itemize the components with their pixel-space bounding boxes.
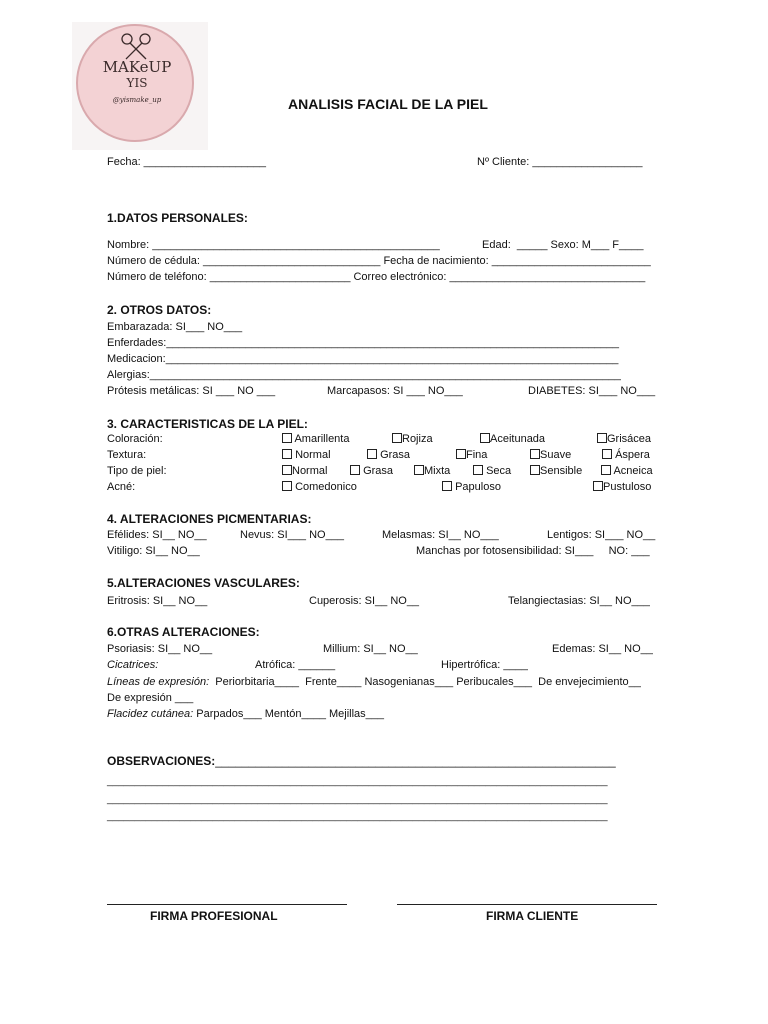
option-label: Papuloso [455, 481, 501, 493]
de-expresion-field[interactable]: De expresión ___ [107, 692, 194, 704]
checkbox-icon [473, 465, 483, 475]
option-label: Aceitunada [490, 433, 546, 445]
cliente-field[interactable]: Nº Cliente: __________________ [477, 156, 643, 168]
section-vasculares-title: 5.ALTERACIONES VASCULARES: [107, 576, 300, 590]
checkbox-seca[interactable] [473, 465, 511, 478]
lentigos-field[interactable]: Lentigos: SI___ NO__ [547, 529, 656, 541]
checkbox-icon [593, 481, 603, 491]
fecha-field[interactable]: Fecha: ____________________ [107, 156, 267, 168]
cedula-nacimiento-field[interactable]: Número de cédula: _____________________________ Fecha de nacimiento: __________________________ [107, 255, 651, 267]
option-label: Grisácea [607, 433, 652, 445]
checkbox-icon [442, 481, 452, 491]
option-label: Áspera [615, 449, 650, 461]
checkbox-pustuloso[interactable] [593, 481, 651, 494]
enfermedades-field[interactable]: Enferdades:__________________________________________________________________________ [107, 337, 620, 349]
acne-label: Acné: [107, 481, 136, 493]
checkbox-icon [282, 433, 292, 443]
observaciones-line-2[interactable]: __________________________________________________________________________________________ [107, 776, 608, 787]
checkbox-mixta[interactable] [414, 465, 450, 478]
cicatrices-label: Cicatrices: [107, 659, 159, 671]
lineas-options: Periorbitaria____ Frente____ Nasogenianas___ Peribucales___ De envejecimiento__ [209, 676, 641, 688]
eritrosis-field[interactable]: Eritrosis: SI__ NO__ [107, 595, 208, 607]
option-label: Normal [295, 449, 331, 461]
medicacion-field[interactable]: Medicacion:__________________________________________________________________________ [107, 353, 619, 365]
checkbox-icon [282, 449, 292, 459]
checkbox-icon [480, 433, 490, 443]
tipo-piel-label: Tipo de piel: [107, 465, 167, 477]
atrofica-field[interactable]: Atrófica: ______ [255, 659, 336, 671]
option-label: Mixta [424, 465, 451, 477]
flacidez-options: Parpados___ Mentón____ Mejillas___ [193, 708, 385, 720]
checkbox-suave[interactable] [530, 449, 571, 462]
option-label: Suave [540, 449, 572, 461]
checkbox-comedonico[interactable] [282, 481, 357, 494]
hipertrofica-field[interactable]: Hipertrófica: ____ [441, 659, 528, 671]
nombre-field[interactable]: Nombre: _______________________________________________ [107, 239, 440, 251]
firma-profesional-line[interactable] [107, 904, 347, 905]
option-label: Normal [292, 465, 328, 477]
lineas-expresion-row[interactable] [107, 676, 641, 689]
checkbox-papuloso[interactable] [442, 481, 501, 494]
checkbox-aceitunada[interactable] [480, 433, 545, 446]
brushes-icon [116, 32, 156, 60]
checkbox-icon [282, 481, 292, 491]
textura-label: Textura: [107, 449, 147, 461]
observaciones-line-4[interactable]: __________________________________________________________________________________________ [107, 811, 608, 822]
firma-profesional-label: FIRMA PROFESIONAL [150, 909, 278, 923]
checkbox-rojiza[interactable] [392, 433, 433, 446]
checkbox-icon [530, 465, 540, 475]
psoriasis-field[interactable]: Psoriasis: SI__ NO__ [107, 643, 213, 655]
checkbox-icon [602, 449, 612, 459]
checkbox-tipo-normal[interactable] [282, 465, 327, 478]
section-datos-personales-title: 1.DATOS PERSONALES: [107, 211, 248, 225]
checkbox-icon [530, 449, 540, 459]
firma-cliente-label: FIRMA CLIENTE [486, 909, 579, 923]
manchas-field[interactable]: Manchas por fotosensibilidad: SI___ NO: ___ [416, 545, 650, 557]
checkbox-icon [367, 449, 377, 459]
lineas-label: Líneas de expresión: [107, 676, 210, 688]
checkbox-textura-grasa[interactable] [367, 449, 410, 462]
logo-handle: @yismake_up [112, 96, 162, 104]
edad-sexo-field[interactable]: Edad: _____ Sexo: M___ F____ [482, 239, 644, 251]
section-otros-datos-title: 2. OTROS DATOS: [107, 303, 212, 317]
section-caracteristicas-title: 3. CARACTERISTICAS DE LA PIEL: [107, 417, 308, 431]
checkbox-icon [282, 465, 292, 475]
checkbox-fina[interactable] [456, 449, 487, 462]
checkbox-amarillenta[interactable] [282, 433, 349, 446]
section-picmentarias-title: 4. ALTERACIONES PICMENTARIAS: [107, 512, 312, 526]
option-label: Pustuloso [603, 481, 652, 493]
observaciones-line-3[interactable]: __________________________________________________________________________________________ [107, 794, 608, 805]
option-label: Grasa [380, 449, 411, 461]
flacidez-row[interactable] [107, 708, 384, 721]
millium-field[interactable]: Millium: SI__ NO__ [323, 643, 418, 655]
embarazada-field[interactable]: Embarazada: SI___ NO___ [107, 321, 243, 333]
flacidez-label: Flacidez cutánea: [107, 708, 194, 720]
observaciones-label: OBSERVACIONES: [107, 754, 216, 768]
alergias-field[interactable]: Alergias:_____________________________________________________________________________ [107, 369, 621, 381]
marcapasos-field[interactable]: Marcapasos: SI ___ NO___ [327, 385, 463, 397]
protesis-field[interactable]: Prótesis metálicas: SI ___ NO ___ [107, 385, 276, 397]
checkbox-textura-normal[interactable] [282, 449, 331, 462]
checkbox-icon [456, 449, 466, 459]
checkbox-icon [601, 465, 611, 475]
option-label: Comedonico [295, 481, 357, 493]
checkbox-acneica[interactable] [601, 465, 653, 478]
diabetes-field[interactable]: DIABETES: SI___ NO___ [528, 385, 656, 397]
checkbox-sensible[interactable] [530, 465, 582, 478]
checkbox-icon [597, 433, 607, 443]
firma-cliente-line[interactable] [397, 904, 657, 905]
melasmas-field[interactable]: Melasmas: SI__ NO___ [382, 529, 499, 541]
logo-brand: MAKeUP [102, 58, 172, 76]
option-label: Seca [486, 465, 512, 477]
logo [76, 24, 194, 142]
vitiligo-field[interactable]: Vitiligo: SI__ NO__ [107, 545, 200, 557]
option-label: Acneica [613, 465, 653, 477]
option-label: Grasa [363, 465, 394, 477]
coloracion-label: Coloración: [107, 433, 163, 445]
edemas-field[interactable]: Edemas: SI__ NO__ [552, 643, 653, 655]
option-label: Sensible [540, 465, 583, 477]
checkbox-icon [414, 465, 424, 475]
option-label: Fina [466, 449, 488, 461]
checkbox-icon [350, 465, 360, 475]
checkbox-tipo-grasa[interactable] [350, 465, 393, 478]
telefono-correo-field[interactable]: Número de teléfono: _______________________ Correo electrónico: ________________________________ [107, 271, 646, 283]
nevus-field[interactable]: Nevus: SI___ NO___ [240, 529, 344, 541]
telangiectasias-field[interactable]: Telangiectasias: SI__ NO___ [508, 595, 650, 607]
checkbox-aspera[interactable] [602, 449, 650, 462]
efelides-field[interactable]: Efélides: SI__ NO__ [107, 529, 207, 541]
option-label: Amarillenta [294, 433, 350, 445]
checkbox-grisacea[interactable] [597, 433, 651, 446]
cuperosis-field[interactable]: Cuperosis: SI__ NO__ [309, 595, 420, 607]
section-otras-alteraciones-title: 6.OTRAS ALTERACIONES: [107, 625, 260, 639]
page-title: ANALISIS FACIAL DE LA PIEL [288, 96, 488, 112]
observaciones-row[interactable] [107, 754, 616, 768]
checkbox-icon [392, 433, 402, 443]
logo-sub: YIS [126, 76, 148, 90]
observaciones-line: ____________________________________________________________ [215, 754, 616, 768]
option-label: Rojiza [402, 433, 433, 445]
